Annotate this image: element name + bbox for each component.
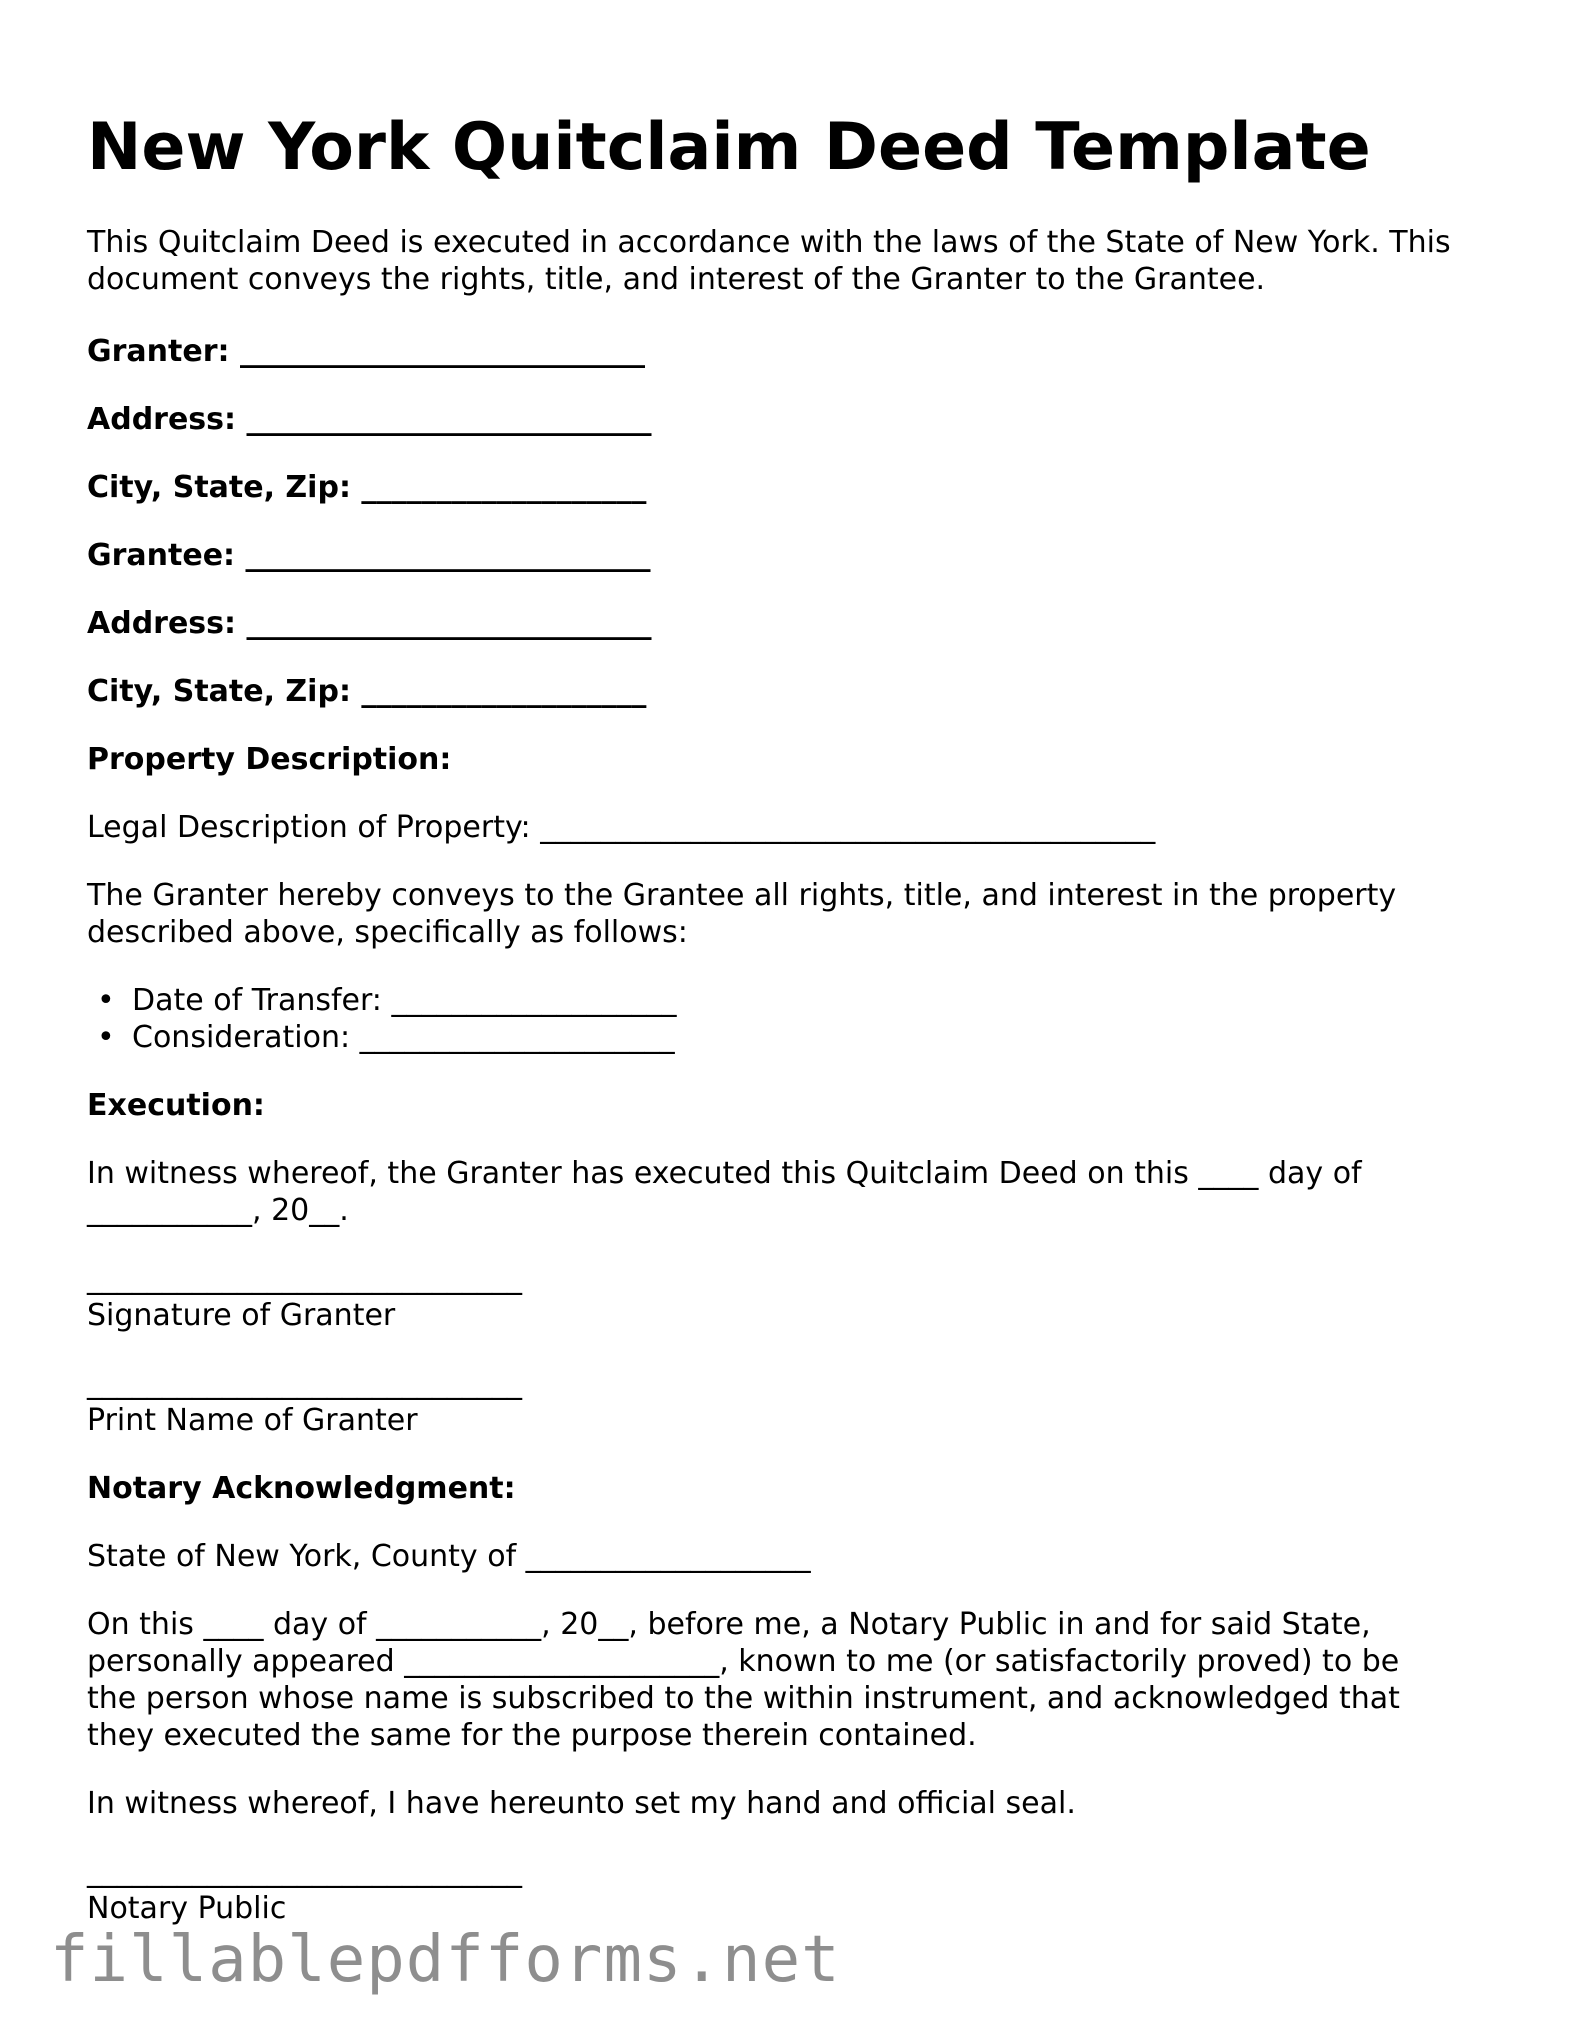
notary-acknowledgment-heading: Notary Acknowledgment: (87, 1471, 516, 1506)
notary-witness-text: In witness whereof, I have hereunto set my hand and official seal. (87, 1786, 1076, 1821)
granter-field[interactable]: Granter: ___________________________ (87, 334, 645, 369)
watermark-text: fillablepdfforms.net (50, 1923, 841, 1997)
notary-county-field[interactable]: State of New York, County of ___________________ (87, 1539, 811, 1574)
notary-body-line-1: On this ____ day of ___________, 20__, before me, a Notary Public in and for said State, (87, 1607, 1371, 1642)
grantee-address-field[interactable]: Address: ___________________________ (87, 606, 652, 641)
notary-body-line-4: they executed the same for the purpose therein contained. (87, 1718, 977, 1753)
granter-city-state-zip-field[interactable]: City, State, Zip: ___________________ (87, 470, 647, 505)
bullet-icon: • (97, 983, 115, 1018)
property-description-heading: Property Description: (87, 742, 452, 777)
granter-signature-line[interactable]: _____________________________ (87, 1261, 522, 1296)
legal-description-field[interactable]: Legal Description of Property: _________________________________________ (87, 810, 1156, 845)
granter-signature-label: Signature of Granter (87, 1298, 396, 1333)
date-of-transfer-label: Date of Transfer: ___________________ (132, 983, 677, 1018)
bullet-icon: • (97, 1020, 115, 1055)
intro-line-2: document conveys the rights, title, and interest of the Granter to the Grantee. (87, 262, 1266, 297)
granter-print-name-label: Print Name of Granter (87, 1403, 418, 1438)
date-of-transfer-field[interactable] (97, 982, 677, 1019)
grantee-field[interactable]: Grantee: ___________________________ (87, 538, 651, 573)
granter-address-field[interactable]: Address: ___________________________ (87, 402, 652, 437)
execution-witness-line-2: ___________, 20__. (87, 1193, 349, 1228)
grantee-city-state-zip-field[interactable]: City, State, Zip: ___________________ (87, 674, 647, 709)
notary-signature-line[interactable]: _____________________________ (87, 1854, 522, 1889)
conveys-line-1: The Granter hereby conveys to the Grantee all rights, title, and interest in the property (87, 878, 1397, 913)
granter-print-name-line[interactable]: _____________________________ (87, 1366, 522, 1401)
conveys-line-2: described above, specifically as follows: (87, 915, 688, 950)
consideration-label: Consideration: _____________________ (132, 1020, 675, 1055)
consideration-field[interactable] (97, 1019, 675, 1056)
notary-body-line-3: the person whose name is subscribed to the within instrument, and acknowledged that (87, 1681, 1400, 1716)
execution-heading: Execution: (87, 1088, 265, 1123)
notary-signature-label: Notary Public (87, 1891, 287, 1926)
intro-line-1: This Quitclaim Deed is executed in accordance with the laws of the State of New York. This (87, 225, 1451, 260)
notary-body-line-2: personally appeared _____________________, known to me (or satisfactorily proved) to be (87, 1644, 1400, 1679)
page-title: New York Quitclaim Deed Template (87, 110, 1371, 185)
execution-witness-line-1: In witness whereof, the Granter has executed this Quitclaim Deed on this ____ day of (87, 1156, 1362, 1191)
